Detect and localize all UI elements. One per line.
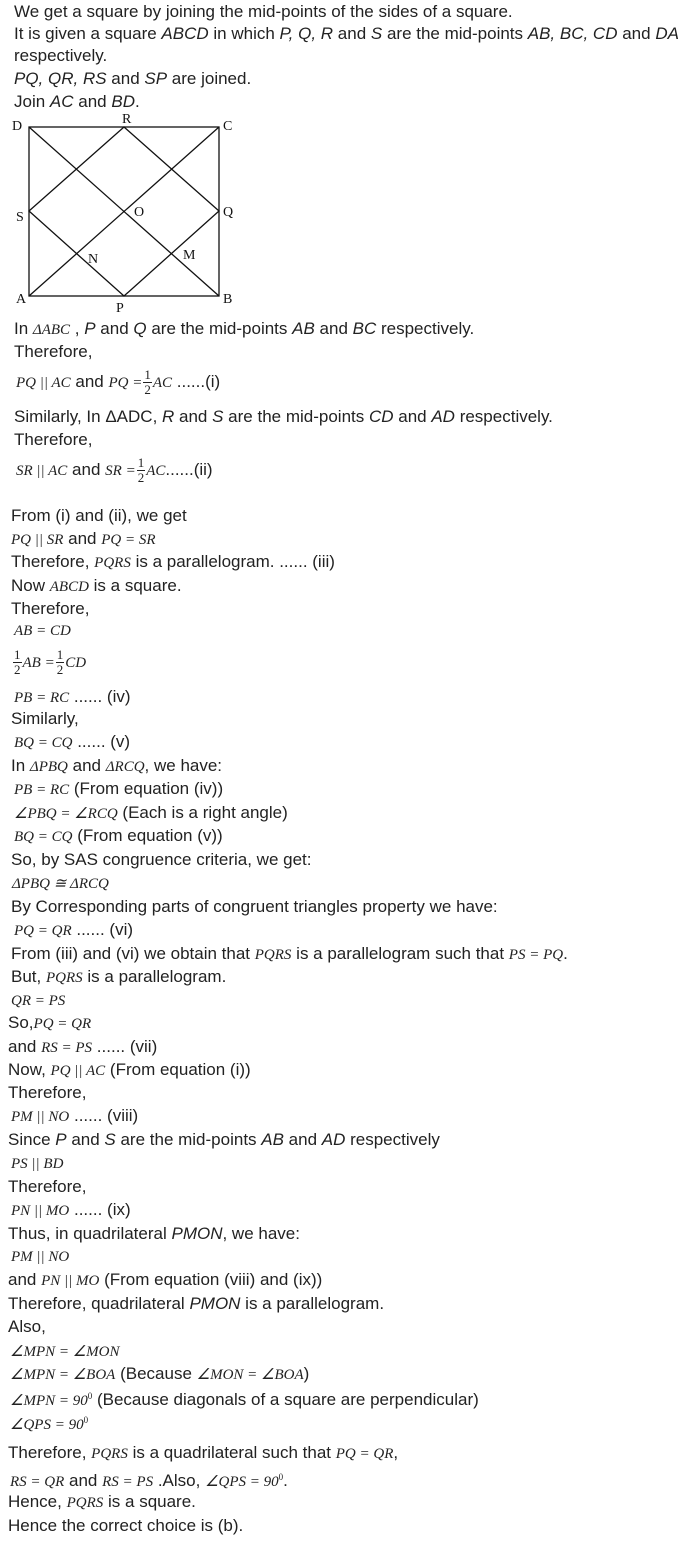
line-c21: QR = PS [11, 993, 66, 1009]
label-B: B [223, 292, 233, 307]
line-c9: Similarly, [11, 709, 79, 728]
line-c11: In ΔPBQ and ΔRCQ, we have: [11, 756, 223, 775]
label-N: N [88, 252, 99, 267]
line-c18: PQ = QR ...... (vi) [14, 920, 134, 939]
line-c26: PM || NO ...... (viii) [11, 1106, 139, 1125]
line-c39: ∠QPS = $90^0$ [10, 1415, 89, 1433]
line-c30: PN || MO ...... (ix) [11, 1200, 131, 1219]
line-c41: RS = QR and RS = PS .Also, ∠QPS = $90^0$. [10, 1471, 288, 1490]
line-b2: Therefore, [14, 342, 93, 361]
line-c34: Therefore, quadrilateral PMON is a parallelogram. [8, 1294, 385, 1313]
line-c7: $\frac{1}{2}$ AB = $\frac{1}{2}$ CD [14, 647, 87, 678]
line-c8: PB = RC ...... (iv) [14, 687, 131, 706]
line-c10: BQ = CQ ...... (v) [14, 732, 131, 751]
line-c6: AB = CD [14, 623, 71, 639]
line-c14: BQ = CQ (From equation (v)) [14, 826, 223, 845]
line-c24: Now, PQ || AC (From equation (i)) [8, 1060, 251, 1079]
label-M: M [183, 248, 196, 263]
line-c35: Also, [8, 1317, 46, 1336]
line-c3: Therefore, PQRS is a parallelogram. ...... (iii) [11, 552, 335, 571]
line-c1: From (i) and (ii), we get [11, 506, 187, 525]
intro-line-5: Join AC and BD. [14, 92, 140, 111]
line-c37: ∠MPN = ∠BOA (Because ∠MON = ∠BOA) [10, 1364, 310, 1383]
line-c27: Since P and S are the mid-points AB and AD respectively [8, 1130, 440, 1149]
label-S: S [16, 210, 24, 225]
line-b4: Therefore, [14, 430, 93, 449]
label-R: R [122, 112, 132, 127]
label-P: P [116, 301, 124, 315]
label-D: D [12, 119, 23, 134]
line-c13: ∠PBQ = ∠RCQ (Each is a right angle) [14, 803, 288, 822]
line-c33: and PN || MO (From equation (viii) and (ix)) [8, 1270, 323, 1289]
line-c29: Therefore, [8, 1177, 87, 1196]
line-c20: But, PQRS is a parallelogram. [11, 967, 227, 986]
equation-2: SR || AC and SR = $\frac{1}{2}$ AC......(ii) [16, 455, 213, 486]
equation-1: PQ || AC and PQ = $\frac{1}{2}$ AC ......(i) [16, 367, 221, 398]
line-c19: From (iii) and (vi) we obtain that PQRS is a parallelogram such that PS = PQ. [11, 944, 568, 963]
label-O: O [134, 205, 145, 220]
line-c15: So, by SAS congruence criteria, we get: [11, 850, 312, 869]
intro-line-3: respectively. [14, 46, 108, 65]
line-c42: Hence, PQRS is a square. [8, 1492, 196, 1511]
line-c32: PM || NO [11, 1249, 70, 1265]
line-c22: So,PQ = QR [8, 1013, 92, 1032]
intro-line-2: It is given a square ABCD in which P, Q, R and S are the mid-points AB, BC, CD and DA [14, 24, 679, 43]
line-c28: PS || BD [11, 1156, 64, 1172]
line-c43: Hence the correct choice is (b). [8, 1516, 244, 1535]
line-b3: Similarly, In ΔADC, R and S are the mid-points CD and AD respectively. [14, 407, 553, 426]
square-figure [0, 110, 260, 315]
intro-line-4: PQ, QR, RS and SP are joined. [14, 69, 252, 88]
label-A: A [16, 292, 27, 307]
label-Q: Q [223, 205, 234, 220]
line-c17: By Corresponding parts of congruent triangles property we have: [11, 897, 498, 916]
line-c4: Now ABCD is a square. [11, 576, 182, 595]
line-c25: Therefore, [8, 1083, 87, 1102]
line-c12: PB = RC (From equation (iv)) [14, 779, 224, 798]
line-c40: Therefore, PQRS is a quadrilateral such that PQ = QR, [8, 1443, 399, 1462]
label-C: C [223, 119, 233, 134]
line-b1: In ΔABC , P and Q are the mid-points AB and BC respectively. [14, 319, 475, 338]
line-c23: and RS = PS ...... (vii) [8, 1037, 158, 1056]
intro-line-1: We get a square by joining the mid-points of the sides of a square. [14, 2, 513, 21]
line-c5: Therefore, [11, 599, 90, 618]
line-c38: ∠MPN = $90^0$ (Because diagonals of a square are perpendicular) [10, 1390, 479, 1409]
line-c16: ΔPBQ ≅ ΔRCQ [12, 876, 109, 892]
line-c2: PQ || SR and PQ = SR [11, 529, 156, 548]
line-c31: Thus, in quadrilateral PMON, we have: [8, 1224, 300, 1243]
line-c36: ∠MPN = ∠MON [10, 1344, 120, 1360]
